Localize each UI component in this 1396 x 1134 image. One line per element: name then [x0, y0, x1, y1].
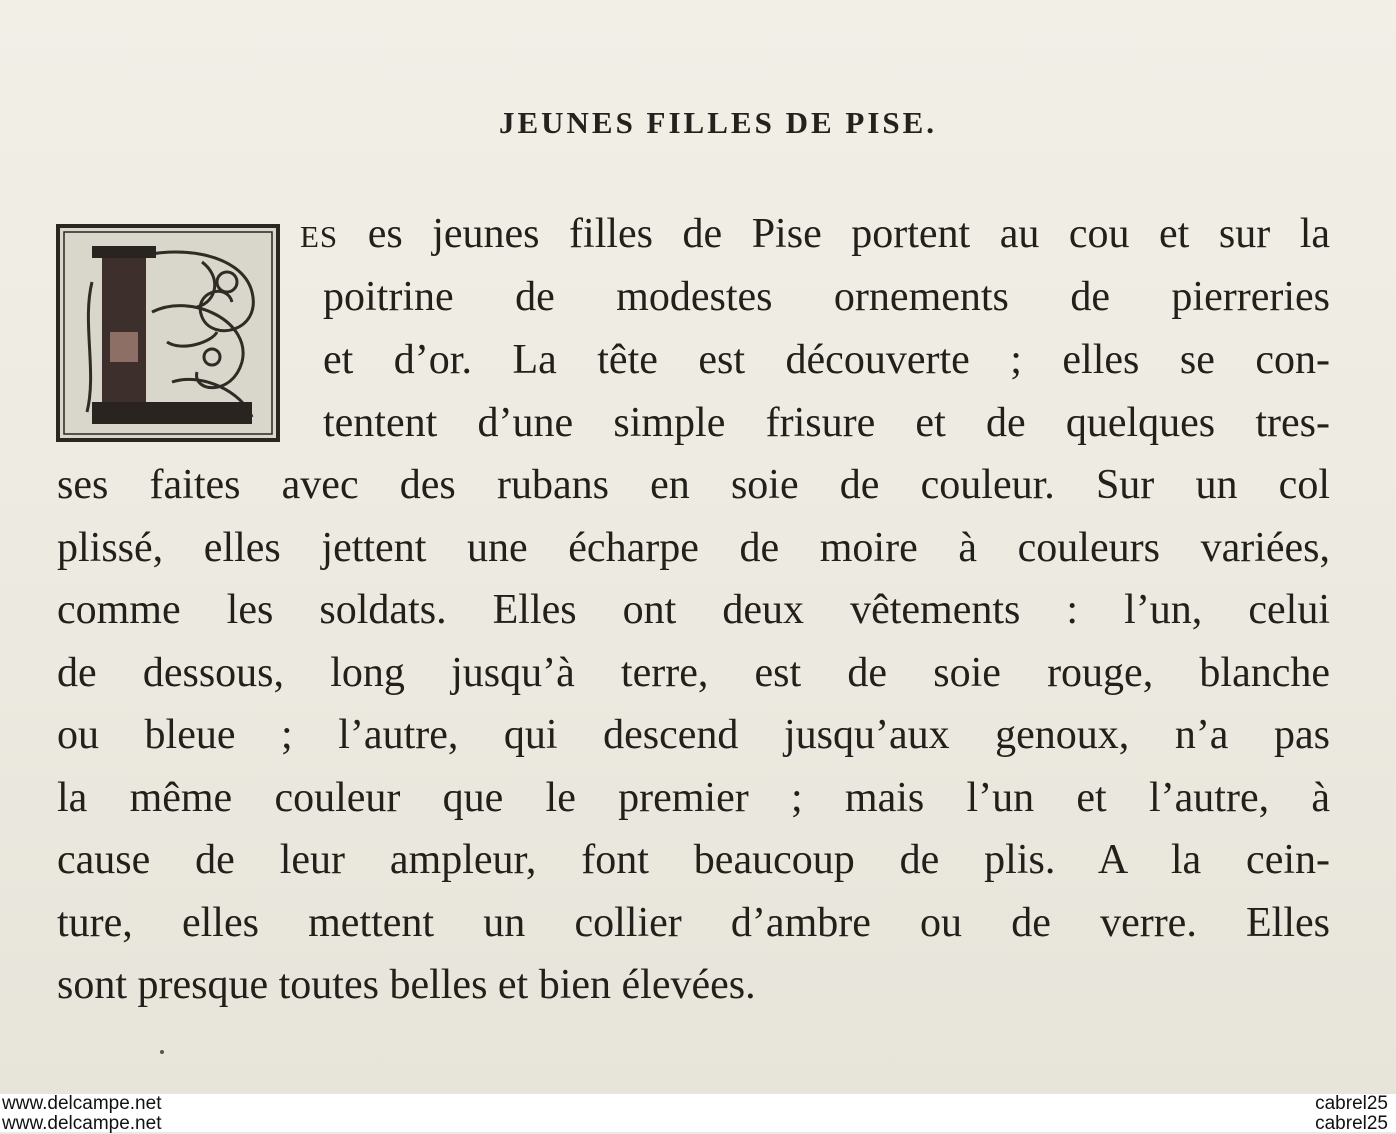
- text-line: plissé, elles jettent une écharpe de moire à couleurs variées,: [57, 525, 1330, 571]
- text-line: ses faites avec des rubans en soie de couleur. Sur un col: [57, 462, 1330, 508]
- watermark-left: www.delcampe.net www.delcampe.net: [2, 1093, 162, 1134]
- text-line: comme les soldats. Elles ont deux vêtements : l’un, celui: [57, 587, 1330, 633]
- text-line-last: sont presque toutes belles et bien élevées.: [57, 962, 756, 1008]
- page-title: JEUNES FILLES DE PISE.: [498, 105, 938, 140]
- text-line: cause de leur ampleur, font beaucoup de plis. A la cein-: [57, 837, 1330, 883]
- text-line: ture, elles mettent un collier d’ambre ou de verre. Elles: [57, 900, 1330, 946]
- ornate-drop-cap-L: [52, 222, 284, 446]
- paper-speck: [160, 1050, 164, 1054]
- text-line: ou bleue ; l’autre, qui descend jusqu’aux genoux, n’a pas: [57, 712, 1330, 758]
- watermark-right: cabrel25 cabrel25: [1315, 1093, 1388, 1134]
- text-line: poitrine de modestes ornements de pierreries: [323, 274, 1330, 320]
- watermark-bar: [0, 1094, 1396, 1132]
- text-line: de dessous, long jusqu’à terre, est de soie rouge, blanche: [57, 650, 1330, 696]
- text-line: tentent d’une simple frisure et de quelques tres-: [323, 400, 1330, 446]
- text-line: la même couleur que le premier ; mais l’un et l’autre, à: [57, 775, 1330, 821]
- text-line: et d’or. La tête est découverte ; elles se con-: [323, 337, 1330, 383]
- first-line: ES es jeunes filles de Pise portent au cou et sur la: [300, 211, 1331, 257]
